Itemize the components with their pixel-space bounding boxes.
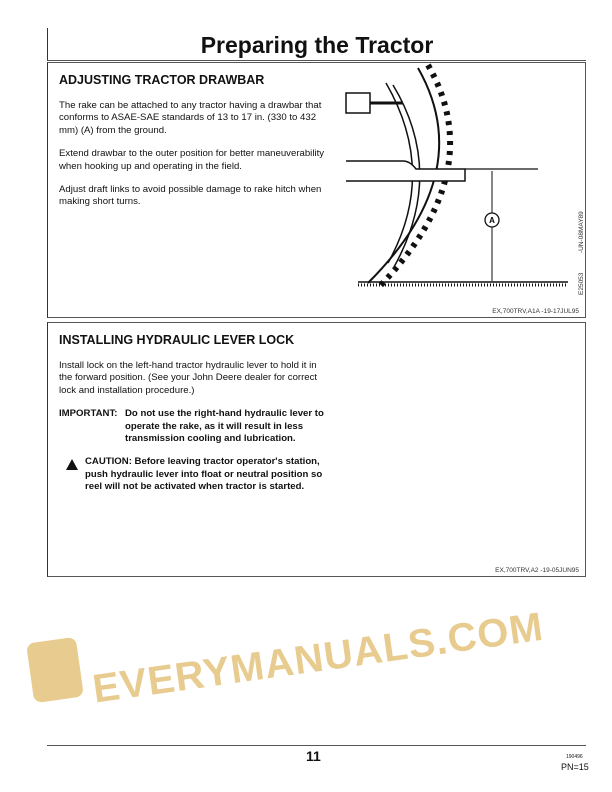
paragraph: Adjust draft links to avoid possible damage to rake hitch when making short turns. <box>59 184 322 208</box>
page-number: 11 <box>306 748 321 764</box>
pn-label: PN=15 <box>561 762 589 772</box>
important-text: Do not use the right-hand hydraulic lever to operate the rake, as it will result in less transmission cooling and lubrication. <box>125 408 324 445</box>
doc-code: 190496 <box>566 754 583 760</box>
section-heading: INSTALLING HYDRAULIC LEVER LOCK <box>59 333 295 347</box>
page-title: Preparing the Tractor <box>200 32 434 58</box>
section-body <box>59 100 329 220</box>
drawbar-illustration <box>328 63 578 303</box>
section-code: EX,700TRV,A2 -19-05JUN95 <box>495 567 579 574</box>
title-box <box>47 28 586 61</box>
caution-triangle-icon <box>66 459 78 470</box>
figure-id: E25053 <box>578 272 585 295</box>
important-note <box>59 408 329 445</box>
section-code: EX,700TRV,A1A -19-17JUL95 <box>492 308 579 315</box>
important-label: IMPORTANT: <box>59 408 118 420</box>
section-adjusting-drawbar <box>47 62 586 318</box>
caution-note <box>59 456 329 493</box>
paragraph: The rake can be attached to any tractor having a drawbar that conforms to ASAE-SAE standards of 13 to 17 in. (330 to 432 mm) (A) from the ground. <box>59 100 322 136</box>
dimension-label: A <box>489 216 495 225</box>
section-hydraulic-lever-lock <box>47 322 586 577</box>
section-heading: ADJUSTING TRACTOR DRAWBAR <box>59 73 265 87</box>
watermark: EVERYMANUALS.COM <box>90 604 547 712</box>
caution-text: CAUTION: Before leaving tractor operator's station, push hydraulic lever into float or neutral position so reel will not be activated when tractor is started. <box>85 456 323 493</box>
paragraph: Extend drawbar to the outer position for better maneuverability when hooking up and operating in the field. <box>59 148 325 172</box>
paragraph: Install lock on the left-hand tractor hydraulic lever to hold it in the forward position. (See your John Deere dealer for correct lock and installation procedure.) <box>59 360 318 396</box>
watermark-logo <box>26 637 84 703</box>
section-body <box>59 360 329 505</box>
figure-date: -UN-08MAY89 <box>578 211 585 253</box>
footer-divider <box>47 745 586 746</box>
